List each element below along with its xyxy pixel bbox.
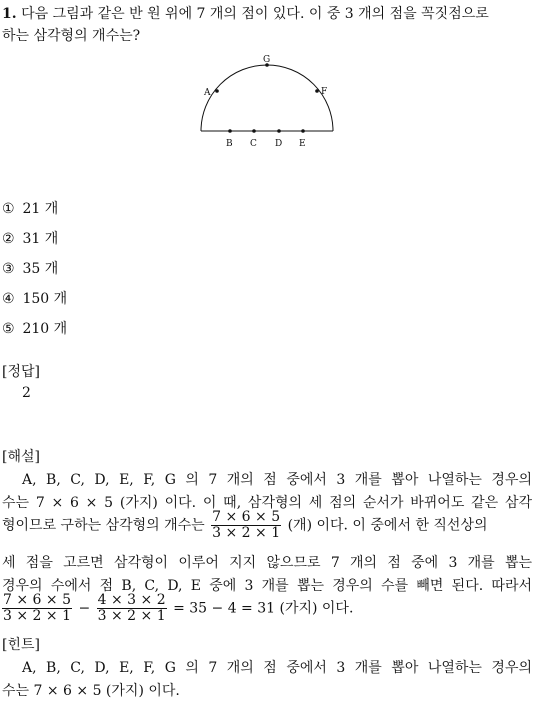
label-b: B [226, 139, 233, 149]
solution-heading: [해설] [2, 449, 40, 465]
fraction-1: $\frac{7 \times 6 \times 5}{3 \times 2 \times 1}$ [212, 509, 281, 541]
option-4[interactable]: ④ 150 개 [2, 291, 68, 307]
point-d [277, 129, 281, 133]
solution-line-3: 형이므로 구하는 삼각형의 개수는 $\frac{7 \times 6 \times 5}{3 \times 2 \times 1}$ (개) 이다. 이 중에서 한 직선상의 [2, 509, 488, 541]
label-e: E [299, 139, 306, 149]
label-d: D [275, 139, 283, 149]
solution-line-1: A, B, C, D, E, F, G 의 7 개의 점 중에서 3 개를 뽑아 나열하는 경우의 [22, 472, 532, 488]
point-f [315, 89, 319, 93]
question-line-2: 하는 삼각형의 개수는? [2, 28, 141, 44]
question-line-1 [2, 3, 489, 23]
point-c [252, 129, 256, 133]
answer-heading: [정답] [2, 364, 40, 380]
hint-line-1: A, B, C, D, E, F, G 의 7 개의 점 중에서 3 개를 뽑아 나열하는 경우의 [22, 660, 532, 676]
answer-value: 2 [22, 385, 31, 401]
label-g: G [263, 55, 271, 65]
option-2[interactable]: ② 31 개 [2, 231, 59, 247]
fraction-3: $\frac{4 \times 3 \times 2}{3 \times 2 \times 1}$ [97, 592, 166, 624]
point-e [301, 129, 305, 133]
label-a: A [204, 88, 211, 98]
hint-heading: [힌트] [2, 637, 40, 653]
point-b [228, 129, 232, 133]
hint-line-2: 수는 7 × 6 × 5 (가지) 이다. [2, 683, 180, 699]
option-5[interactable]: ⑤ 210 개 [2, 321, 68, 337]
question-number: 1. [2, 6, 17, 22]
fraction-2: $\frac{7 \times 6 \times 5}{3 \times 2 \times 1}$ [3, 592, 71, 624]
semicircle-figure [195, 52, 345, 152]
question-text-1: 다음 그림과 같은 반 원 위에 7 개의 점이 있다. 이 중 3 개의 점을 꼭짓점으로 [21, 6, 489, 22]
solution-line-4: 세 점을 고르면 삼각형이 이루어 지지 않으므로 7 개의 점 중에 3 개를 뽑는 [2, 555, 532, 571]
solution-line-6: $\frac{7 \times 6 \times 5}{3 \times 2 \times 1}$ − $\frac{4 \times 3 \times 2}{3 \times 2 \times 1}$ = 35 − 4 = 31 (가지) 이다. [3, 592, 354, 624]
label-f: F [321, 87, 328, 97]
label-c: C [250, 139, 257, 149]
solution-line-5: 경우의 수에서 점 B, C, D, E 중에 3 개를 뽑는 경우의 수를 빼면 된다. 따라서 [2, 578, 532, 594]
point-a [215, 89, 219, 93]
option-1[interactable]: ① 21 개 [2, 201, 59, 217]
solution-line-2: 수는 7 × 6 × 5 (가지) 이다. 이 때, 삼각형의 세 점의 순서가 바뀌어도 같은 삼각 [2, 495, 532, 511]
semicircle-arc [201, 65, 333, 131]
option-3[interactable]: ③ 35 개 [2, 261, 59, 277]
